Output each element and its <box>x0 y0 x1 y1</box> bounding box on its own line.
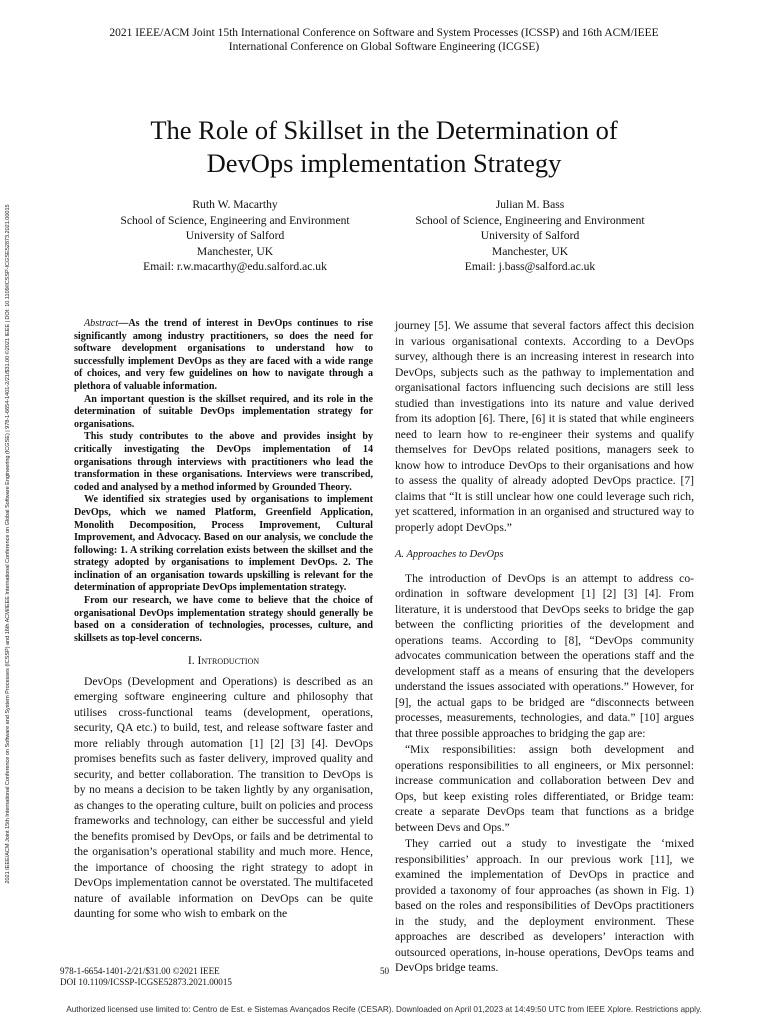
abstract-paragraph-2: An important question is the skillset required, and its role in the determination of suitable DevOps implementation strategy for organisations. <box>74 393 373 430</box>
author-email: Email: j.bass@salford.ac.uk <box>464 260 596 273</box>
section-numeral: I. <box>187 654 195 668</box>
author-university: University of Salford <box>480 229 580 242</box>
conference-line-2: International Conference on Global Software Engineering (ICGSE) <box>228 41 540 53</box>
side-strip: 2021 IEEE/ACM Joint 15th International Conference on Software and System Processes (ICSSP) and 16th ACM/IEEE International Conference on Global Software Engineering (ICGSE) | 978-1-6654-1401-2/21/$31.00 ©2021 IEEE | DOI: 10.1109/ICSSP-ICGSE52873.2021.00015 <box>5 204 11 884</box>
subsection-heading: A. Approaches to DevOps <box>395 549 504 560</box>
author-block-2 <box>380 197 680 275</box>
title-line-2: DevOps implementation Strategy <box>206 148 562 178</box>
left-column <box>74 318 373 923</box>
author-email: Email: r.w.macarthy@edu.salford.ac.uk <box>143 260 327 273</box>
abstract-text-1: —As the trend of interest in DevOps continues to rise significantly among industry practitioners, so does the need for software development organisations to understand how to successfully implement DevOps as they are faced with a wide range of choices, and very few guidelines on how to navigate through a plethora of valuable information. <box>74 318 373 392</box>
abstract-lead: Abstract <box>84 318 119 329</box>
continued-paragraph: journey [5]. We assume that several factors affect this decision in various organisational contexts. According to a DevOps survey, although there is an increasing interest in research into DevOps, subjects such as the pathway to implementation and organisational factors influencing such decisions are still less studied than investigations into its nature and value derived from its adoption [6]. There, [6] it is stated that while engineers need to learn how to re-engineer their systems and qualify themselves for DevOps related positions, managers seek to know how to introduce DevOps to their organisations and how to assess the quality of already adopted DevOps practice. [7] claims that “It is still unclear how one could leverage such rich, yet scattered, information in an organised and structured way to properly adopt DevOps.” <box>395 319 694 534</box>
conference-header <box>60 26 708 54</box>
author-location: Manchester, UK <box>491 244 569 258</box>
section-title: Introduction <box>197 654 260 668</box>
abstract-paragraph-5: From our research, we have come to believe that the choice of organisational DevOps implementation strategy should generally be based on a consideration of technologies, processes, culture, and skillsets as top-level concerns. <box>74 595 373 644</box>
paper-title <box>60 114 708 180</box>
approaches-paragraph-1: The introduction of DevOps is an attempt to address co-ordination in software development [1] [2] [3] [4]. From literature, it is understood that DevOps seeks to bridge the gap between the conflicting priorities of the development and operations teams. According to [8], “DevOps community advocates communication between the operations staff and the development staff as a means of ensuring that the developers understand the issues associated with operations.” However, for [9], the actual gaps to be bridged are “disconnects between processes, measurements, technologies, and data.” [10] argues that three possible approaches to bridging the gap are: <box>395 571 694 740</box>
page-number: 50 <box>380 966 390 976</box>
title-line-1: The Role of Skillset in the Determination of <box>150 115 618 145</box>
author-location: Manchester, UK <box>196 244 274 258</box>
footer-doi: DOI 10.1109/ICSSP-ICGSE52873.2021.00015 <box>60 977 232 987</box>
author-school: School of Science, Engineering and Environment <box>120 213 350 227</box>
right-column <box>395 318 694 977</box>
abstract-paragraph-3: This study contributes to the above and provides insight by critically investigating the DevOps implementation of 14 organisations through interviews with practitioners who lead the transformation in these organisations. Interviews were transcribed, coded and analysed by a method informed by Grounded Theory. <box>74 431 373 493</box>
abstract-paragraph-1 <box>74 318 373 394</box>
author-name: Julian M. Bass <box>495 198 565 211</box>
section-heading <box>74 653 373 669</box>
author-school: School of Science, Engineering and Environment <box>415 213 645 227</box>
footer-left <box>60 966 232 988</box>
abstract-paragraph-4: We identified six strategies used by organisations to implement DevOps, which we named Platform, Greenfield Application, Monolith Decomposition, Process Improvement, Cultural Improvement, and Advocacy. Based on our analysis, we conclude the following: 1. A striking correlation exists between the skillset and the strategy adopted by organisations to implement DevOps. 2. The inclination of an organisation towards upskilling is relevant for the determination of appropriate DevOps implementation strategy. <box>74 494 373 594</box>
authorized-use-notice: Authorized licensed use limited to: Centro de Est. e Sistemas Avançados Recife (CESAR). Downloaded on April 01,2023 at 14:49:50 UTC from IEEE Xplore. Restrictions apply. <box>66 1005 702 1014</box>
author-name: Ruth W. Macarthy <box>192 198 278 211</box>
author-block-1 <box>85 197 385 275</box>
approaches-paragraph-2: They carried out a study to investigate the ‘mixed responsibilities’ approach. In our previous work [11], we examined the implementation of DevOps in practice and provided a taxonomy of four approaches (as shown in Fig. 1) based on the roles and responsibilities of DevOps practitioners in the study, and the deployment environment. These approaches are described as developers’ interaction with outsourced operations, in-house operations, DevOps teams and DevOps bridge teams. <box>395 837 694 974</box>
author-university: University of Salford <box>185 229 285 242</box>
approaches-quote: “Mix responsibilities: assign both development and operations responsibilities to all engineers, or Mix personnel: increase communication and collaboration between Dev and Ops, but keep existing roles differentiated, or Bridge team: create a separate DevOps team that functions as a bridge between Devs and Ops.” <box>395 743 694 834</box>
intro-paragraph: DevOps (Development and Operations) is described as an emerging software engineering culture and philosophy that utilises cross-functional teams (development, operations, security, QA etc.) to build, test, and release software faster and more reliably through automation [1] [2] [3] [4]. DevOps promises benefits such as faster delivery, improved quality and security, and better collaboration. The transition to DevOps is by no means a decision to be taken lightly by any organisation, as changes to the operating culture, built on policies and process frameworks and technology, can either be successful and yield the benefits promised by DevOps, or fails and be detrimental to the organisation’s operational stability and much more. Hence, the importance of choosing the right strategy to adopt in DevOps implementation cannot be overstated. The multifaceted nature of available information on DevOps can be quite daunting for some who wish to embark on the <box>74 674 373 921</box>
footer-isbn: 978-1-6654-1401-2/21/$31.00 ©2021 IEEE <box>60 966 220 976</box>
conference-line-1: 2021 IEEE/ACM Joint 15th International Conference on Software and System Processes (ICSSP) and 16th ACM/IEEE <box>109 27 659 39</box>
